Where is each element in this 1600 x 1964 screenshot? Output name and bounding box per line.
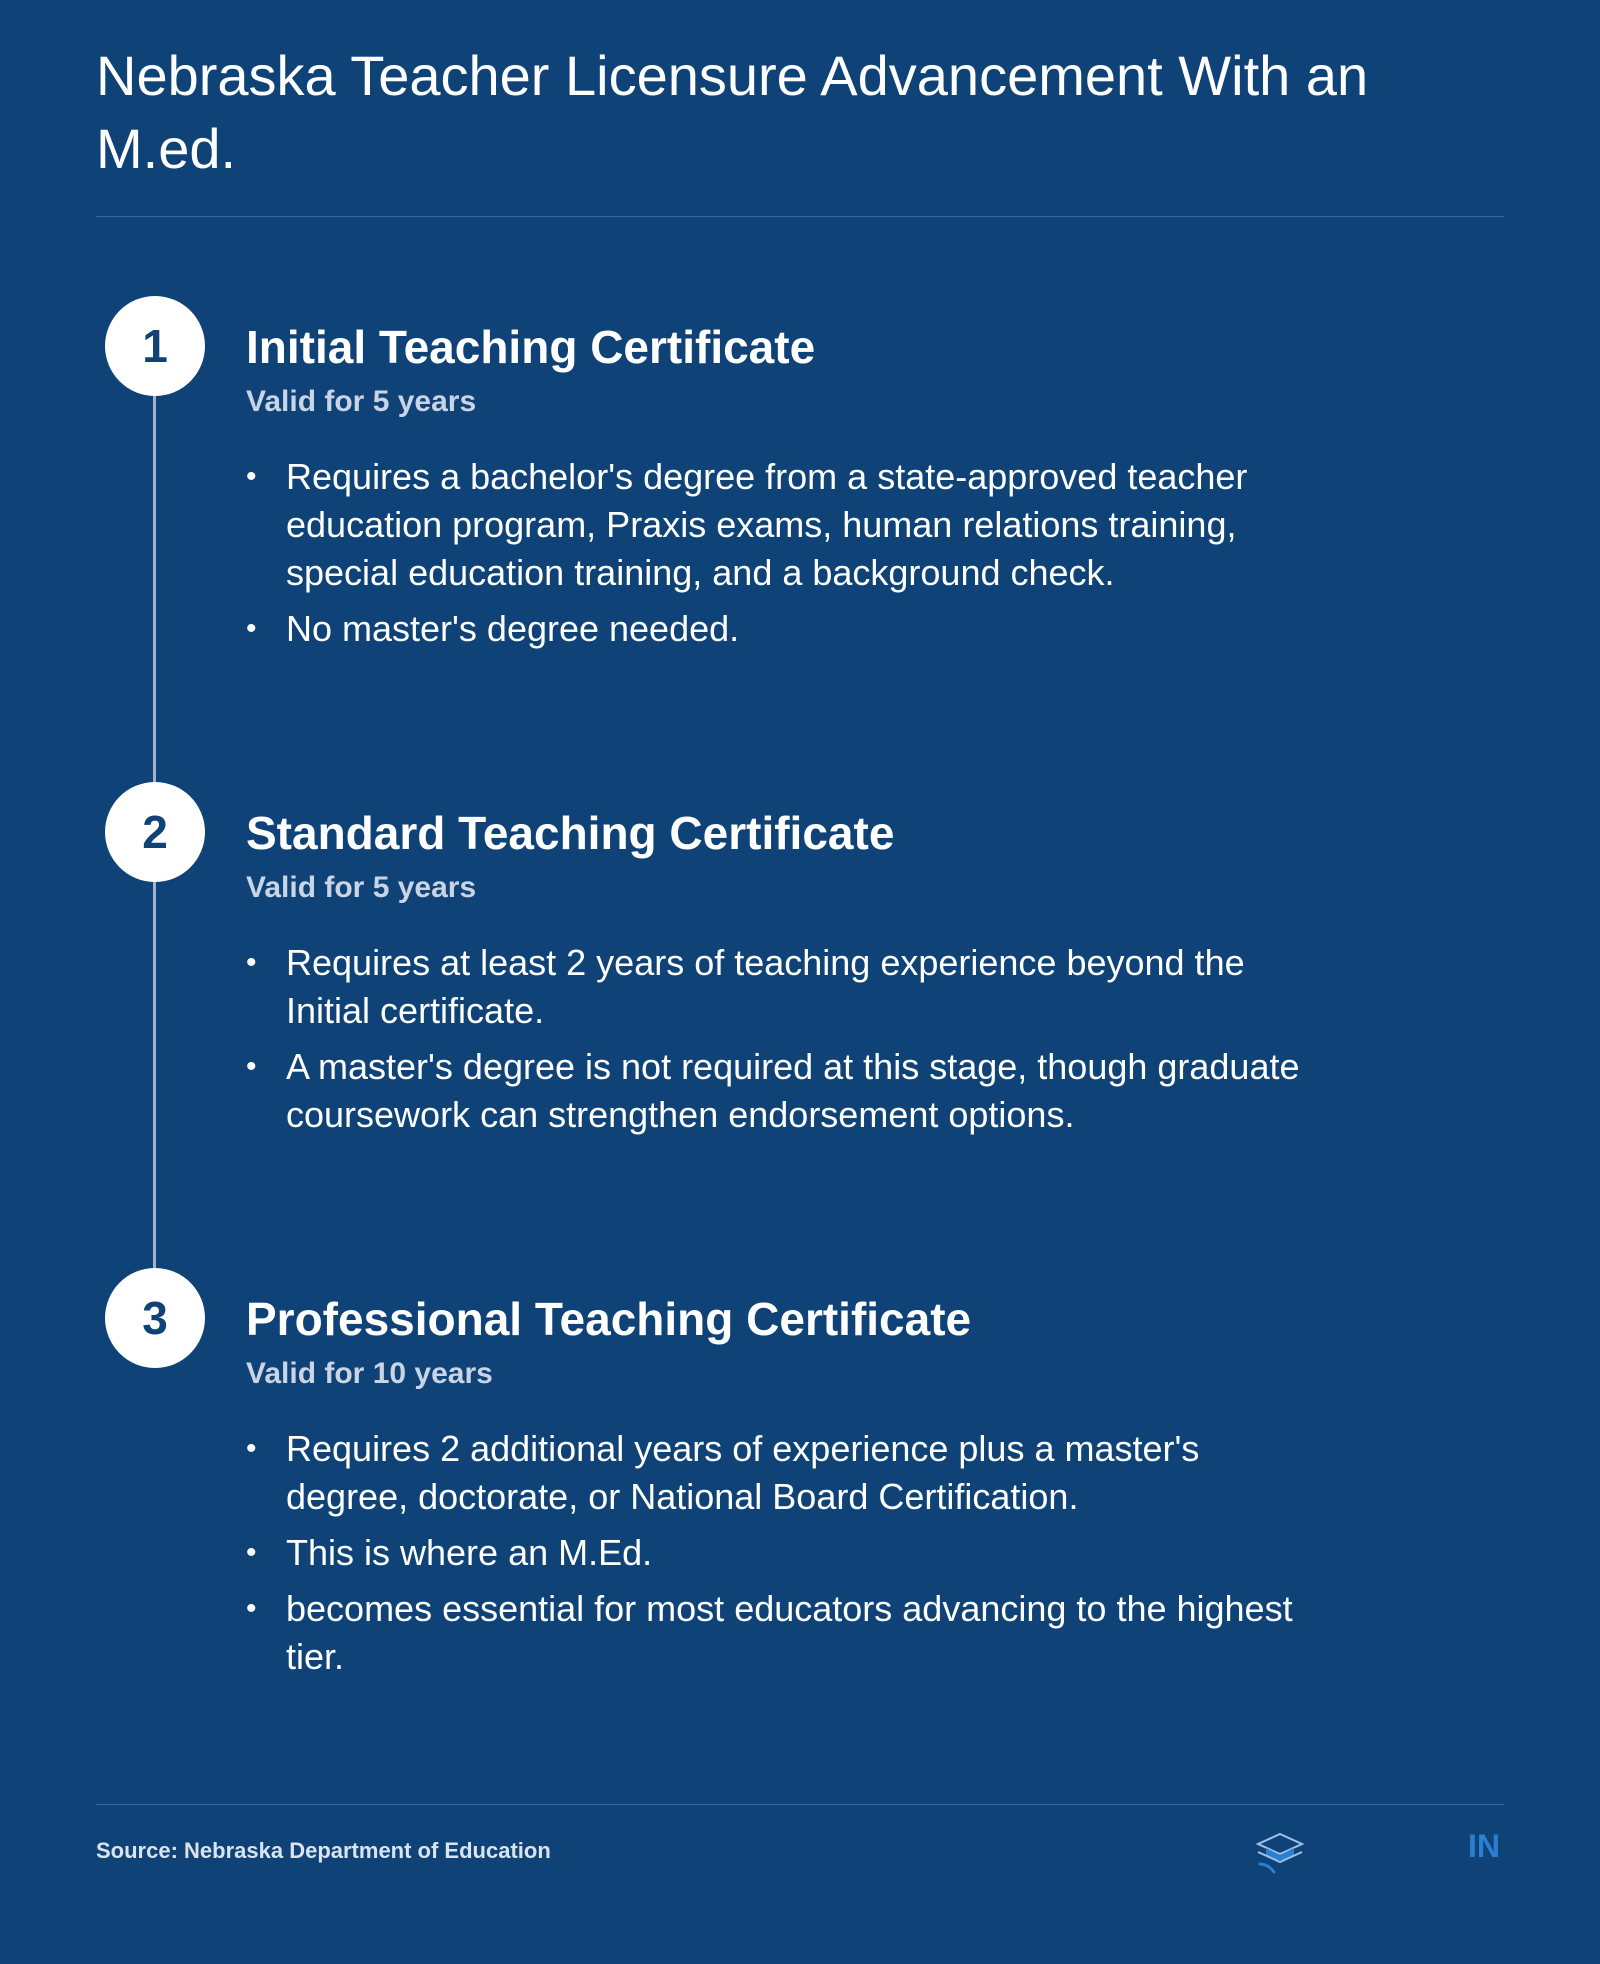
step-title: Standard Teaching Certificate [246,807,895,859]
list-item: • No master's degree needed. [246,605,1306,653]
step-validity: Valid for 5 years [246,871,477,905]
step-validity: Valid for 5 years [246,385,477,419]
step-requirements-list [246,453,1306,653]
list-item: • Requires at least 2 years of teaching experience beyond the Initial certificate. [246,939,1306,1035]
timeline-connector [153,396,156,786]
list-item: • becomes essential for most educators advancing to the highest tier. [246,1585,1306,1681]
step-validity: Valid for 10 years [246,1357,493,1391]
step-requirements-list [246,939,1306,1139]
step-number-badge: 2 [105,782,205,882]
footer-divider [96,1804,1504,1805]
header-divider [96,216,1504,217]
source-note: Source: Nebraska Department of Education [96,1838,551,1863]
step-item [246,806,1306,1147]
list-item: • Requires a bachelor's degree from a state-approved teacher education program, Praxis exams, human relations training, special education training, and a background check. [246,453,1306,597]
step-item [246,320,1306,661]
step-item [246,1292,1306,1689]
list-item: • Requires 2 additional years of experience plus a master's degree, doctorate, or National Board Certification. [246,1425,1306,1521]
list-item: • A master's degree is not required at this stage, though graduate coursework can strengthen endorsement options. [246,1043,1306,1139]
step-number-badge: 3 [105,1268,205,1368]
step-title: Initial Teaching Certificate [246,321,816,373]
list-item: • This is where an M.Ed. [246,1529,1306,1577]
page-title: Nebraska Teacher Licensure Advancement With an M.ed. [96,44,1369,180]
step-title: Professional Teaching Certificate [246,1293,972,1345]
step-number-badge: 1 [105,296,205,396]
timeline-connector [153,882,156,1272]
brand-logo-text: IN [1468,1828,1500,1864]
step-requirements-list [246,1425,1306,1681]
graduation-cap-icon [1252,1828,1308,1884]
